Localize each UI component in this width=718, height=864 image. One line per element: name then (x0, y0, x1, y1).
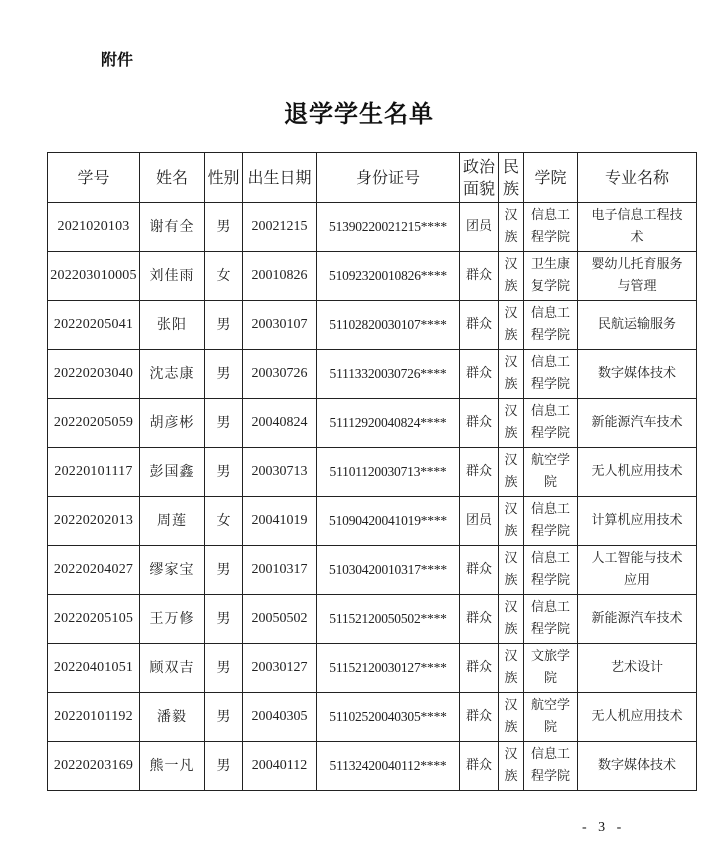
cell-major-line1: 无人机应用技术 (591, 709, 683, 724)
cell-college-line1: 信息工 (530, 502, 570, 517)
cell-college-line2: 程学院 (530, 769, 570, 784)
cell-student-id: 2021020103 (48, 203, 140, 252)
cell-ethnicity-line2: 族 (504, 426, 518, 441)
cell-ethnicity (499, 252, 524, 301)
table-body (48, 203, 697, 791)
cell-ethnicity (499, 644, 524, 693)
cell-dob: 20030726 (243, 350, 317, 399)
cell-ethnicity (499, 742, 524, 791)
cell-ethnicity-line1: 汉 (504, 649, 518, 664)
cell-college-line1: 航空学 (530, 698, 570, 713)
cell-political-status: 群众 (460, 742, 499, 791)
cell-ethnicity-line1: 汉 (504, 453, 518, 468)
cell-political-status: 群众 (460, 252, 499, 301)
header-student-id: 学号 (48, 153, 140, 203)
cell-gender: 男 (205, 203, 243, 252)
cell-ethnicity-line1: 汉 (504, 208, 518, 223)
cell-ethnicity-line1: 汉 (504, 698, 518, 713)
cell-dob: 20030107 (243, 301, 317, 350)
cell-ethnicity (499, 693, 524, 742)
cell-id-number: 51112920040824**** (317, 399, 460, 448)
cell-college-line1: 信息工 (530, 747, 570, 762)
cell-major (578, 301, 697, 350)
cell-gender: 男 (205, 693, 243, 742)
cell-political-status: 群众 (460, 448, 499, 497)
cell-id-number: 51030420010317**** (317, 546, 460, 595)
cell-id-number: 51102520040305**** (317, 693, 460, 742)
cell-id-number: 51390220021215**** (317, 203, 460, 252)
cell-dob: 20040824 (243, 399, 317, 448)
cell-college-line2: 程学院 (530, 524, 570, 539)
cell-political-status: 团员 (460, 497, 499, 546)
cell-college-line2: 程学院 (530, 573, 570, 588)
cell-gender: 男 (205, 448, 243, 497)
cell-major (578, 644, 697, 693)
cell-student-id: 20220205041 (48, 301, 140, 350)
cell-college (524, 497, 578, 546)
table-row (48, 546, 697, 595)
cell-college-line1: 信息工 (530, 208, 570, 223)
cell-college-line1: 信息工 (530, 600, 570, 615)
table-row (48, 350, 697, 399)
cell-major-line1: 计算机应用技术 (591, 513, 683, 528)
header-political-status (460, 153, 499, 203)
cell-ethnicity-line1: 汉 (504, 257, 518, 272)
cell-dob: 20030127 (243, 644, 317, 693)
cell-name: 谢有全 (140, 203, 205, 252)
cell-student-id: 20220203169 (48, 742, 140, 791)
cell-ethnicity-line1: 汉 (504, 355, 518, 370)
cell-college-line1: 文旅学 (530, 649, 570, 664)
cell-major-line2: 与管理 (617, 279, 657, 294)
cell-college-line2: 程学院 (530, 230, 570, 245)
cell-name: 周莲 (140, 497, 205, 546)
cell-ethnicity-line1: 汉 (504, 747, 518, 762)
cell-college-line2: 院 (543, 671, 557, 686)
cell-ethnicity-line1: 汉 (504, 600, 518, 615)
cell-major-line1: 无人机应用技术 (591, 464, 683, 479)
cell-college (524, 546, 578, 595)
cell-name: 沈志康 (140, 350, 205, 399)
cell-political-status: 群众 (460, 595, 499, 644)
cell-ethnicity-line1: 汉 (504, 551, 518, 566)
cell-gender: 男 (205, 595, 243, 644)
cell-college-line2: 院 (543, 720, 557, 735)
cell-ethnicity (499, 350, 524, 399)
table-row (48, 448, 697, 497)
cell-student-id: 20220204027 (48, 546, 140, 595)
header-gender: 性别 (205, 153, 243, 203)
cell-major-line1: 数字媒体技术 (597, 366, 676, 381)
cell-ethnicity (499, 497, 524, 546)
cell-gender: 男 (205, 644, 243, 693)
cell-ethnicity (499, 203, 524, 252)
cell-ethnicity-line1: 汉 (504, 306, 518, 321)
cell-college (524, 693, 578, 742)
cell-political-status: 群众 (460, 399, 499, 448)
cell-dob: 20030713 (243, 448, 317, 497)
cell-major-line2: 应用 (623, 573, 650, 588)
header-ethnicity-line2: 族 (502, 178, 519, 198)
cell-college-line2: 复学院 (530, 279, 570, 294)
cell-political-status: 团员 (460, 203, 499, 252)
cell-name: 胡彦彬 (140, 399, 205, 448)
cell-major (578, 497, 697, 546)
cell-ethnicity-line2: 族 (504, 377, 518, 392)
page-number: - 3 - (582, 820, 626, 835)
table-header-row (48, 153, 697, 203)
header-political-line2: 面貌 (462, 178, 495, 198)
cell-ethnicity-line2: 族 (504, 671, 518, 686)
cell-college (524, 301, 578, 350)
cell-id-number: 51152120050502**** (317, 595, 460, 644)
cell-student-id: 20220101117 (48, 448, 140, 497)
cell-college (524, 644, 578, 693)
cell-major-line1: 新能源汽车技术 (591, 611, 683, 626)
cell-college (524, 448, 578, 497)
cell-major (578, 742, 697, 791)
cell-college-line1: 信息工 (530, 306, 570, 321)
cell-ethnicity-line2: 族 (504, 230, 518, 245)
cell-major (578, 448, 697, 497)
cell-college (524, 203, 578, 252)
cell-major-line1: 人工智能与技术 (591, 551, 683, 566)
header-college: 学院 (524, 153, 578, 203)
table-row (48, 399, 697, 448)
header-major: 专业名称 (578, 153, 697, 203)
cell-ethnicity-line1: 汉 (504, 404, 518, 419)
cell-college-line2: 程学院 (530, 328, 570, 343)
cell-ethnicity-line2: 族 (504, 524, 518, 539)
cell-id-number: 51092320010826**** (317, 252, 460, 301)
cell-dob: 20040112 (243, 742, 317, 791)
cell-dob: 20050502 (243, 595, 317, 644)
table-row (48, 742, 697, 791)
cell-major (578, 693, 697, 742)
cell-major (578, 595, 697, 644)
cell-name: 王万修 (140, 595, 205, 644)
cell-id-number: 51152120030127**** (317, 644, 460, 693)
header-political-line1: 政治 (462, 156, 495, 176)
cell-student-id: 20220203040 (48, 350, 140, 399)
cell-student-id: 20220205105 (48, 595, 140, 644)
cell-gender: 男 (205, 546, 243, 595)
cell-political-status: 群众 (460, 693, 499, 742)
cell-ethnicity-line2: 族 (504, 328, 518, 343)
cell-name: 顾双吉 (140, 644, 205, 693)
cell-ethnicity-line1: 汉 (504, 502, 518, 517)
cell-student-id: 20220202013 (48, 497, 140, 546)
cell-dob: 20040305 (243, 693, 317, 742)
cell-college-line2: 院 (543, 475, 557, 490)
cell-gender: 男 (205, 399, 243, 448)
cell-name: 潘毅 (140, 693, 205, 742)
header-dob: 出生日期 (243, 153, 317, 203)
page-title: 退学学生名单 (284, 100, 434, 128)
cell-college-line1: 信息工 (530, 355, 570, 370)
table-row (48, 252, 697, 301)
cell-ethnicity-line2: 族 (504, 573, 518, 588)
cell-ethnicity (499, 301, 524, 350)
cell-political-status: 群众 (460, 350, 499, 399)
cell-major-line1: 电子信息工程技 (591, 208, 683, 223)
cell-ethnicity-line2: 族 (504, 769, 518, 784)
cell-id-number: 51132420040112**** (317, 742, 460, 791)
cell-ethnicity (499, 448, 524, 497)
cell-ethnicity (499, 399, 524, 448)
cell-major (578, 203, 697, 252)
cell-college-line2: 程学院 (530, 377, 570, 392)
cell-ethnicity-line2: 族 (504, 279, 518, 294)
cell-name: 缪家宝 (140, 546, 205, 595)
table-row (48, 693, 697, 742)
cell-name: 熊一凡 (140, 742, 205, 791)
cell-major-line1: 民航运输服务 (597, 317, 676, 332)
cell-student-id: 20220101192 (48, 693, 140, 742)
cell-id-number: 51090420041019**** (317, 497, 460, 546)
cell-ethnicity-line2: 族 (504, 720, 518, 735)
cell-major-line1: 婴幼儿托育服务 (591, 257, 683, 272)
cell-student-id: 20220401051 (48, 644, 140, 693)
cell-college-line1: 信息工 (530, 551, 570, 566)
table-row (48, 203, 697, 252)
attachment-label: 附件 (101, 50, 134, 69)
cell-major (578, 350, 697, 399)
cell-ethnicity (499, 595, 524, 644)
cell-id-number: 51102820030107**** (317, 301, 460, 350)
cell-college (524, 595, 578, 644)
header-ethnicity (499, 153, 524, 203)
cell-major (578, 252, 697, 301)
cell-political-status: 群众 (460, 644, 499, 693)
cell-student-id: 20220205059 (48, 399, 140, 448)
cell-name: 彭国鑫 (140, 448, 205, 497)
cell-college (524, 350, 578, 399)
cell-college (524, 252, 578, 301)
cell-major-line1: 新能源汽车技术 (591, 415, 683, 430)
cell-political-status: 群众 (460, 301, 499, 350)
cell-gender: 男 (205, 350, 243, 399)
table-row (48, 595, 697, 644)
cell-gender: 男 (205, 742, 243, 791)
cell-college-line2: 程学院 (530, 622, 570, 637)
cell-ethnicity (499, 546, 524, 595)
cell-major-line1: 艺术设计 (610, 660, 663, 675)
header-id-number: 身份证号 (317, 153, 460, 203)
cell-college (524, 742, 578, 791)
cell-ethnicity-line2: 族 (504, 622, 518, 637)
cell-student-id: 202203010005 (48, 252, 140, 301)
cell-id-number: 51113320030726**** (317, 350, 460, 399)
cell-dob: 20041019 (243, 497, 317, 546)
cell-dob: 20010826 (243, 252, 317, 301)
cell-id-number: 51101120030713**** (317, 448, 460, 497)
cell-dob: 20021215 (243, 203, 317, 252)
cell-college-line2: 程学院 (530, 426, 570, 441)
cell-college-line1: 卫生康 (530, 257, 570, 272)
cell-major-line1: 数字媒体技术 (597, 758, 676, 773)
table-row (48, 301, 697, 350)
cell-gender: 女 (205, 497, 243, 546)
cell-name: 刘佳雨 (140, 252, 205, 301)
cell-gender: 女 (205, 252, 243, 301)
cell-dob: 20010317 (243, 546, 317, 595)
cell-major (578, 546, 697, 595)
cell-gender: 男 (205, 301, 243, 350)
header-name: 姓名 (140, 153, 205, 203)
cell-college (524, 399, 578, 448)
cell-college-line1: 信息工 (530, 404, 570, 419)
cell-name: 张阳 (140, 301, 205, 350)
table-row (48, 497, 697, 546)
cell-college-line1: 航空学 (530, 453, 570, 468)
student-table (47, 152, 697, 791)
cell-political-status: 群众 (460, 546, 499, 595)
cell-ethnicity-line2: 族 (504, 475, 518, 490)
header-ethnicity-line1: 民 (502, 156, 519, 176)
cell-major (578, 399, 697, 448)
table-row (48, 644, 697, 693)
cell-major-line2: 术 (630, 230, 644, 245)
